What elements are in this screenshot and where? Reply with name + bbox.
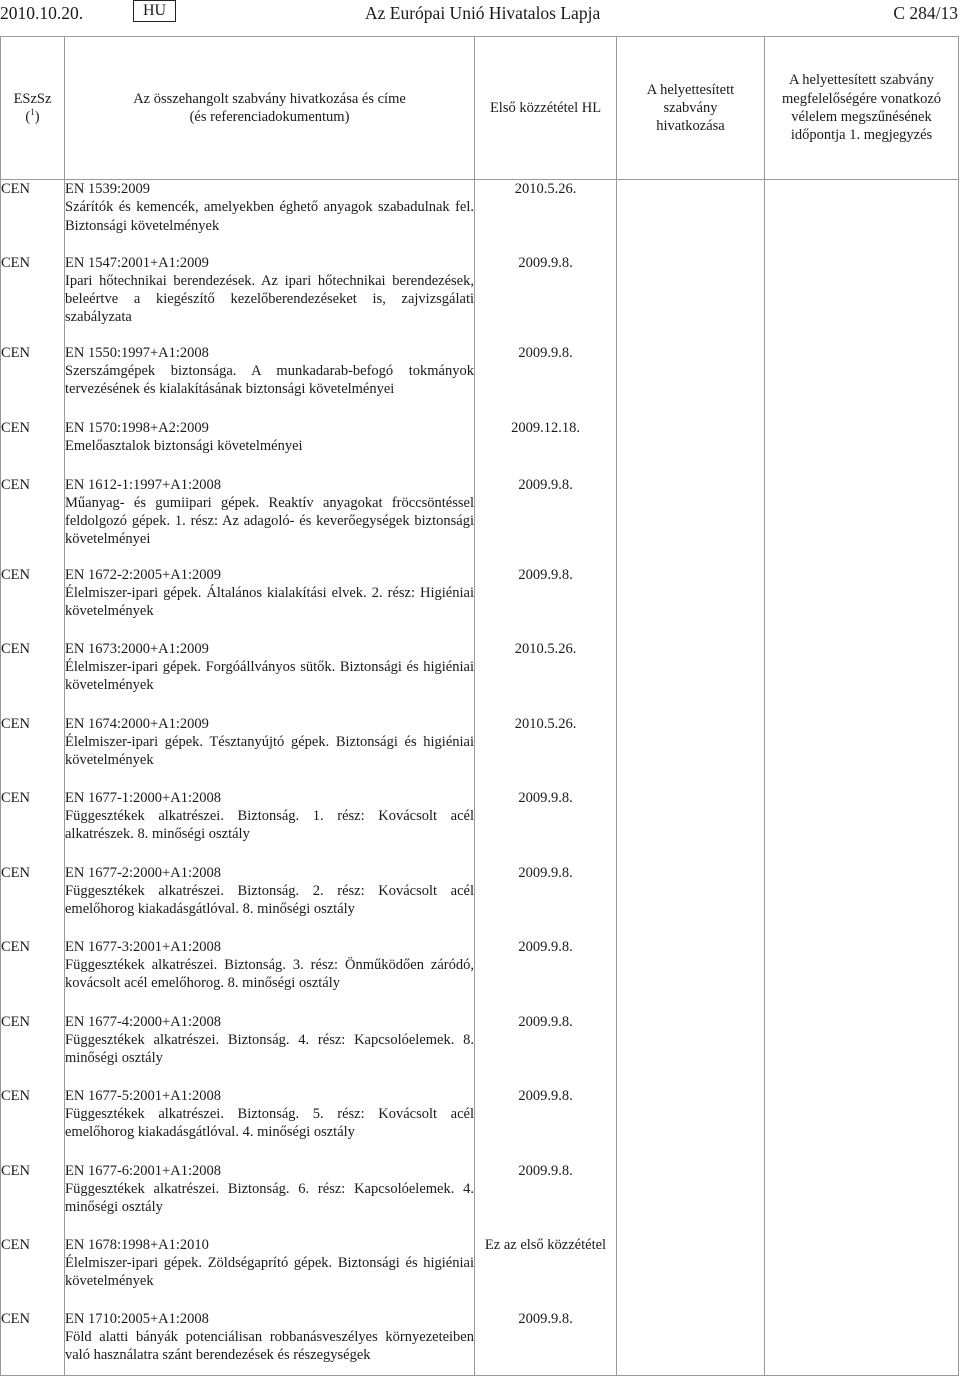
reference-cell	[65, 1087, 475, 1162]
table-row	[1, 180, 959, 254]
organisation-cell	[1, 419, 65, 476]
table-row	[1, 938, 959, 1013]
superseded-standard-cell	[617, 566, 765, 640]
organisation: CEN	[1, 566, 30, 583]
first-publication-cell	[475, 789, 617, 864]
organisation-cell	[1, 476, 65, 566]
reference-cell	[65, 938, 475, 1013]
organisation: CEN	[1, 864, 30, 881]
table-row	[1, 419, 959, 476]
first-publication-date: 2009.9.8.	[518, 789, 573, 806]
organisation-cell	[1, 640, 65, 715]
superseded-standard-cell	[617, 180, 765, 254]
first-publication-cell	[475, 1087, 617, 1162]
first-publication-cell	[475, 1310, 617, 1376]
standard-reference: EN 1710:2005+A1:2008	[65, 1310, 209, 1327]
standard-reference: EN 1570:1998+A2:2009	[65, 419, 209, 436]
cessation-date-cell	[765, 1087, 959, 1162]
page-header	[0, 0, 960, 26]
superseded-standard-cell	[617, 1310, 765, 1376]
reference-cell	[65, 789, 475, 864]
cessation-date-cell	[765, 254, 959, 344]
standard-title: Élelmiszer-ipari gépek. Tésztanyújtó gépek. Biztonsági és higiéniai követelmények	[65, 733, 474, 769]
cessation-date-cell	[765, 1013, 959, 1087]
organisation-cell	[1, 180, 65, 254]
first-publication-cell	[475, 344, 617, 419]
organisation: CEN	[1, 1310, 30, 1327]
superseded-standard-cell	[617, 344, 765, 419]
organisation-cell	[1, 344, 65, 419]
organisation-cell	[1, 254, 65, 344]
organisation: CEN	[1, 715, 30, 732]
standard-reference: EN 1550:1997+A1:2008	[65, 344, 209, 361]
first-publication-date: 2010.5.26.	[514, 715, 577, 732]
table-row	[1, 1087, 959, 1162]
first-publication-date: 2010.5.26.	[514, 181, 577, 197]
reference-cell	[65, 640, 475, 715]
organisation: CEN	[1, 344, 30, 361]
first-publication-date: 2009.9.8.	[518, 344, 573, 361]
first-publication-date: 2009.9.8.	[518, 1162, 573, 1179]
page-number: C 284/13	[893, 3, 958, 23]
publication-date: 2010.10.20.	[0, 3, 84, 23]
reference-cell	[65, 344, 475, 419]
standard-title: Függesztékek alkatrészei. Biztonság. 3. rész: Önműködően záródó, kovácsolt acél emelőhorog. 8. minőségi osztály	[65, 956, 474, 992]
first-publication-date: 2009.9.8.	[518, 566, 573, 583]
reference-cell	[65, 254, 475, 344]
table-header-row	[1, 37, 959, 180]
standard-title: Függesztékek alkatrészei. Biztonság. 6. rész: Kapcsolóelemek. 4. minőségi osztály	[65, 1180, 474, 1216]
superseded-standard-cell	[617, 864, 765, 938]
standard-title: Emelőasztalok biztonsági követelményei	[65, 437, 303, 454]
cessation-date-cell	[765, 715, 959, 789]
standard-reference: EN 1678:1998+A1:2010	[65, 1236, 209, 1253]
table-row	[1, 864, 959, 938]
standard-reference: EN 1612-1:1997+A1:2008	[65, 476, 221, 493]
table-row	[1, 1162, 959, 1236]
standard-reference: EN 1547:2001+A1:2009	[65, 254, 209, 271]
cessation-date-cell	[765, 566, 959, 640]
standard-reference: EN 1677-1:2000+A1:2008	[65, 789, 221, 806]
first-publication-date: 2009.9.8.	[518, 1087, 573, 1104]
organisation: CEN	[1, 938, 30, 955]
first-publication-cell	[475, 180, 617, 254]
standard-title: Függesztékek alkatrészei. Biztonság. 1. rész: Kovácsolt acél alkatrészek. 8. minőségi osztály	[65, 807, 474, 843]
organisation-cell	[1, 938, 65, 1013]
table-row	[1, 1013, 959, 1087]
table-row	[1, 476, 959, 566]
standard-title: Föld alatti bányák potenciálisan robbanásveszélyes környezeteiben való használatra szánt berendezések és részegységek	[65, 1328, 474, 1364]
organisation-cell	[1, 1310, 65, 1376]
organisation: CEN	[1, 476, 30, 493]
first-publication-date: 2009.9.8.	[518, 254, 573, 271]
first-publication-date: 2009.9.8.	[518, 476, 573, 493]
cessation-date-cell	[765, 180, 959, 254]
first-publication-cell	[475, 1162, 617, 1236]
first-publication-cell	[475, 419, 617, 476]
standard-reference: EN 1677-2:2000+A1:2008	[65, 864, 221, 881]
standard-reference: EN 1677-5:2001+A1:2008	[65, 1087, 221, 1104]
standard-title: Függesztékek alkatrészei. Biztonság. 2. rész: Kovácsolt acél emelőhorog kiakadásgátlóval. 8. minőségi osztály	[65, 882, 474, 918]
column-header-reference-title: Az összehangolt szabvány hivatkozása és címe (és referenciadokumentum)	[65, 37, 475, 180]
reference-cell	[65, 1162, 475, 1236]
standard-title: Függesztékek alkatrészei. Biztonság. 4. rész: Kapcsolóelemek. 8. minőségi osztály	[65, 1031, 474, 1067]
superseded-standard-cell	[617, 640, 765, 715]
table-row	[1, 789, 959, 864]
column-header-organisation: ESzSz ($^1$)	[1, 37, 65, 180]
cessation-date-cell	[765, 1236, 959, 1310]
reference-cell	[65, 1310, 475, 1376]
organisation-cell	[1, 1013, 65, 1087]
first-publication-cell	[475, 864, 617, 938]
table-row	[1, 1236, 959, 1310]
reference-cell	[65, 419, 475, 476]
standard-title: Szerszámgépek biztonsága. A munkadarab-befogó tokmányok tervezésének és kialakításának biztonsági követelményei	[65, 362, 474, 398]
organisation: CEN	[1, 1236, 30, 1253]
organisation: CEN	[1, 181, 30, 197]
standard-reference: EN 1677-3:2001+A1:2008	[65, 938, 221, 955]
organisation-cell	[1, 789, 65, 864]
table-row	[1, 254, 959, 344]
cessation-date-cell	[765, 938, 959, 1013]
language-code-box: HU	[133, 0, 176, 22]
standards-table	[0, 36, 959, 1376]
organisation: CEN	[1, 419, 30, 436]
standard-title: Műanyag- és gumiipari gépek. Reaktív anyagokat fröccsöntéssel feldolgozó gépek. 1. rész: Az adagoló- és keverőegységek biztonsági követelményei	[65, 494, 474, 548]
cessation-date-cell	[765, 1310, 959, 1376]
standard-reference: EN 1672-2:2005+A1:2009	[65, 566, 221, 583]
organisation-cell	[1, 715, 65, 789]
organisation: CEN	[1, 1013, 30, 1030]
standard-reference: EN 1677-6:2001+A1:2008	[65, 1162, 221, 1179]
standard-title: Ipari hőtechnikai berendezések. Az ipari hőtechnikai berendezések, beleértve a kiegészítő kezelőberendezéseket is, zajvizsgálati szabályzata	[65, 272, 474, 326]
table-row	[1, 1310, 959, 1376]
superseded-standard-cell	[617, 254, 765, 344]
first-publication-cell	[475, 254, 617, 344]
first-publication-date: 2009.12.18.	[511, 419, 580, 436]
column-header-superseded-standard: A helyettesített szabvány hivatkozása	[617, 37, 765, 180]
table-row	[1, 566, 959, 640]
first-publication-cell	[475, 938, 617, 1013]
standard-title: Függesztékek alkatrészei. Biztonság. 5. rész: Kovácsolt acél emelőhorog kiakadásgátlóval. 4. minőségi osztály	[65, 1105, 474, 1141]
standard-title: Élelmiszer-ipari gépek. Általános kialakítási elvek. 2. rész: Higiéniai követelmények	[65, 584, 474, 620]
organisation-cell	[1, 566, 65, 640]
reference-cell	[65, 1013, 475, 1087]
cessation-date-cell	[765, 640, 959, 715]
reference-cell	[65, 180, 475, 254]
standard-reference: EN 1539:2009	[65, 181, 150, 197]
column-header-cessation-date: A helyettesített szabvány megfelelőségére vonatkozó vélelem megszűnésének időpontja 1. megjegyzés	[765, 37, 959, 180]
standard-title: Szárítók és kemencék, amelyekben éghető anyagok szabadulnak fel. Biztonsági követelmények	[65, 199, 474, 234]
reference-cell	[65, 715, 475, 789]
superseded-standard-cell	[617, 938, 765, 1013]
standard-reference: EN 1673:2000+A1:2009	[65, 640, 209, 657]
organisation: CEN	[1, 1162, 30, 1179]
journal-title: Az Európai Unió Hivatalos Lapja	[365, 3, 601, 23]
first-publication-cell	[475, 640, 617, 715]
first-publication-date: Ez az első közzététel	[484, 1236, 607, 1253]
first-publication-cell	[475, 566, 617, 640]
standard-title: Élelmiszer-ipari gépek. Forgóállványos sütők. Biztonsági és higiéniai követelmények	[65, 658, 474, 694]
superseded-standard-cell	[617, 1162, 765, 1236]
reference-cell	[65, 566, 475, 640]
organisation: CEN	[1, 640, 30, 657]
superseded-standard-cell	[617, 1013, 765, 1087]
cessation-date-cell	[765, 789, 959, 864]
organisation-cell	[1, 864, 65, 938]
first-publication-cell	[475, 1236, 617, 1310]
organisation: CEN	[1, 254, 30, 271]
superseded-standard-cell	[617, 789, 765, 864]
standard-reference: EN 1674:2000+A1:2009	[65, 715, 209, 732]
first-publication-date: 2009.9.8.	[518, 938, 573, 955]
reference-cell	[65, 1236, 475, 1310]
superseded-standard-cell	[617, 715, 765, 789]
first-publication-date: 2010.5.26.	[514, 640, 577, 657]
reference-cell	[65, 864, 475, 938]
footnote-marker: 1	[30, 107, 35, 118]
cessation-date-cell	[765, 419, 959, 476]
column-header-first-publication: Első közzététel HL	[475, 37, 617, 180]
superseded-standard-cell	[617, 419, 765, 476]
superseded-standard-cell	[617, 476, 765, 566]
standard-title: Élelmiszer-ipari gépek. Zöldségaprító gépek. Biztonsági és higiéniai követelmények	[65, 1254, 474, 1290]
organisation: CEN	[1, 1087, 30, 1104]
table-row	[1, 640, 959, 715]
organisation: CEN	[1, 789, 30, 806]
table-body	[1, 180, 959, 1376]
first-publication-cell	[475, 715, 617, 789]
first-publication-cell	[475, 476, 617, 566]
cessation-date-cell	[765, 344, 959, 419]
standard-reference: EN 1677-4:2000+A1:2008	[65, 1013, 221, 1030]
table-row	[1, 344, 959, 419]
organisation-cell	[1, 1162, 65, 1236]
superseded-standard-cell	[617, 1236, 765, 1310]
table-row	[1, 715, 959, 789]
cessation-date-cell	[765, 864, 959, 938]
first-publication-cell	[475, 1013, 617, 1087]
first-publication-date: 2009.9.8.	[518, 1310, 573, 1327]
first-publication-date: 2009.9.8.	[518, 864, 573, 881]
first-publication-date: 2009.9.8.	[518, 1013, 573, 1030]
cessation-date-cell	[765, 476, 959, 566]
reference-cell	[65, 476, 475, 566]
superseded-standard-cell	[617, 1087, 765, 1162]
organisation-cell	[1, 1087, 65, 1162]
organisation-cell	[1, 1236, 65, 1310]
cessation-date-cell	[765, 1162, 959, 1236]
